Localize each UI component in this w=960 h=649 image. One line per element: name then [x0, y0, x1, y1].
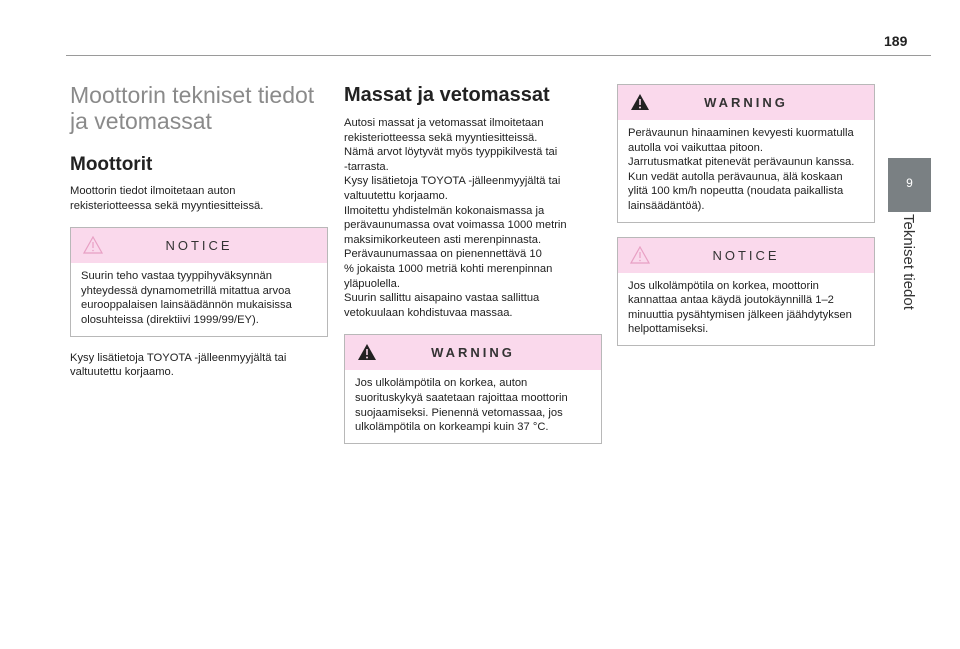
text-line: autolla voi vaikuttaa pitoon. [628, 141, 763, 154]
notice-body [71, 263, 327, 335]
text-line: Nämä arvot löytyvät myös tyyppikilvestä tai [344, 146, 558, 159]
warning-triangle-icon [357, 343, 377, 361]
text-line: Moottorin tiedot ilmoitetaan auton [70, 185, 236, 197]
chapter-label: Tekniset tiedot [900, 214, 917, 310]
text-line: perävaunumassa ovat voimassa 1000 metrin [344, 219, 567, 232]
text-line: yläpuolella. [344, 277, 400, 290]
header-rule [66, 55, 931, 56]
text-line: Perävaunun hinaaminen kevyesti kuormatulla [628, 127, 854, 139]
notice-triangle-icon [83, 236, 103, 254]
text-line: Autosi massat ja vetomassat ilmoitetaan [344, 117, 544, 129]
section-title-masses: Massat ja vetomassat [344, 84, 550, 106]
text-line: ulkolämpötila on korkeampi kuin 37 °C. [355, 421, 549, 434]
page-title-line: ja vetomassat [70, 108, 212, 134]
notice-box [617, 237, 875, 346]
column-2 [344, 82, 602, 458]
text-line: minuuttia pysähtymisen jälkeen jäähdytyksen [628, 308, 852, 321]
text-line: rekisteriotteessa sekä myyntiesitteissä. [70, 199, 264, 212]
text-line: Suurin sallittu aisapaino vastaa sallittua [344, 292, 540, 305]
warning-box [344, 334, 602, 443]
chapter-label-wrap [895, 214, 915, 364]
notice-header [618, 238, 874, 273]
text-line: kannattaa antaa käydä joutokäynnillä 1–2 [628, 294, 834, 307]
warning-header [345, 335, 601, 370]
warning-label: WARNING [704, 95, 788, 110]
engines-intro [70, 184, 328, 213]
text-line: Ilmoitettu yhdistelmän kokonaismassa ja [344, 204, 545, 217]
text-line: -tarrasta. [344, 160, 389, 173]
text-line: Jos ulkolämpötila on korkea, auton [355, 377, 528, 390]
masses-body [344, 116, 602, 320]
notice-body [618, 273, 874, 345]
notice-box [70, 227, 328, 336]
text-line: Kysy lisätietoja TOYOTA -jälleenmyyjältä tai [70, 351, 287, 364]
page-title [70, 82, 328, 134]
column-1 [70, 82, 328, 380]
text-line: Jarrutusmatkat pitenevät perävaunun kanssa. [628, 156, 855, 169]
chapter-number: 9 [906, 176, 913, 190]
notice-header [71, 228, 327, 263]
engines-footer [70, 351, 328, 380]
text-line: helpottamiseksi. [628, 323, 709, 336]
warning-header [618, 85, 874, 120]
text-line: olosuhteissa (direktiivi 1999/99/EY). [81, 313, 259, 326]
text-line: % jokaista 1000 metriä kohti merenpinnan [344, 262, 553, 275]
warning-triangle-icon [630, 93, 650, 111]
page-title-line: Moottorin tekniset tiedot [70, 82, 315, 108]
warning-label: WARNING [431, 345, 515, 361]
page-number: 189 [884, 33, 908, 49]
chapter-tab[interactable] [888, 158, 931, 212]
text-line: suojaamiseksi. Pienennä vetomassaa, jos [355, 406, 563, 419]
text-line: valtuutettu korjaamo. [70, 366, 174, 379]
text-line: yhteydessä dynamometrillä mitattua arvoa [81, 284, 291, 297]
text-line: Suurin teho vastaa tyyppihyväksynnän [81, 270, 272, 283]
text-line: ylitä 100 km/h nopeutta (noudata paikallista [628, 185, 844, 198]
warning-body [618, 120, 874, 222]
warning-box [617, 84, 875, 223]
text-line: Jos ulkolämpötila on korkea, moottorin [628, 279, 819, 292]
section-title-engines: Moottorit [70, 154, 153, 175]
warning-body [345, 370, 601, 442]
notice-label: NOTICE [165, 238, 233, 254]
column-3 [617, 84, 875, 360]
text-line: Perävaunumassaa on pienennettävä 10 [344, 248, 542, 261]
text-line: suorituskykyä saatetaan rajoittaa moottorin [355, 391, 568, 404]
text-line: vetokuulaan kohdistuvaa massaa. [344, 306, 513, 319]
text-line: valtuutettu korjaamo. [344, 189, 448, 202]
notice-triangle-icon [630, 246, 650, 264]
text-line: eurooppalaisen lainsäädännön mukaisissa [81, 299, 292, 312]
text-line: Kun vedät autolla perävaunua, älä koskaan [628, 170, 843, 183]
text-line: maksimikorkeuteen asti merenpinnasta. [344, 233, 542, 246]
text-line: rekisteriotteessa sekä myyntiesitteissä. [344, 131, 538, 144]
text-line: Kysy lisätietoja TOYOTA -jälleenmyyjältä tai [344, 175, 561, 188]
notice-label: NOTICE [712, 247, 780, 263]
text-line: lainsäädäntöä). [628, 199, 705, 212]
